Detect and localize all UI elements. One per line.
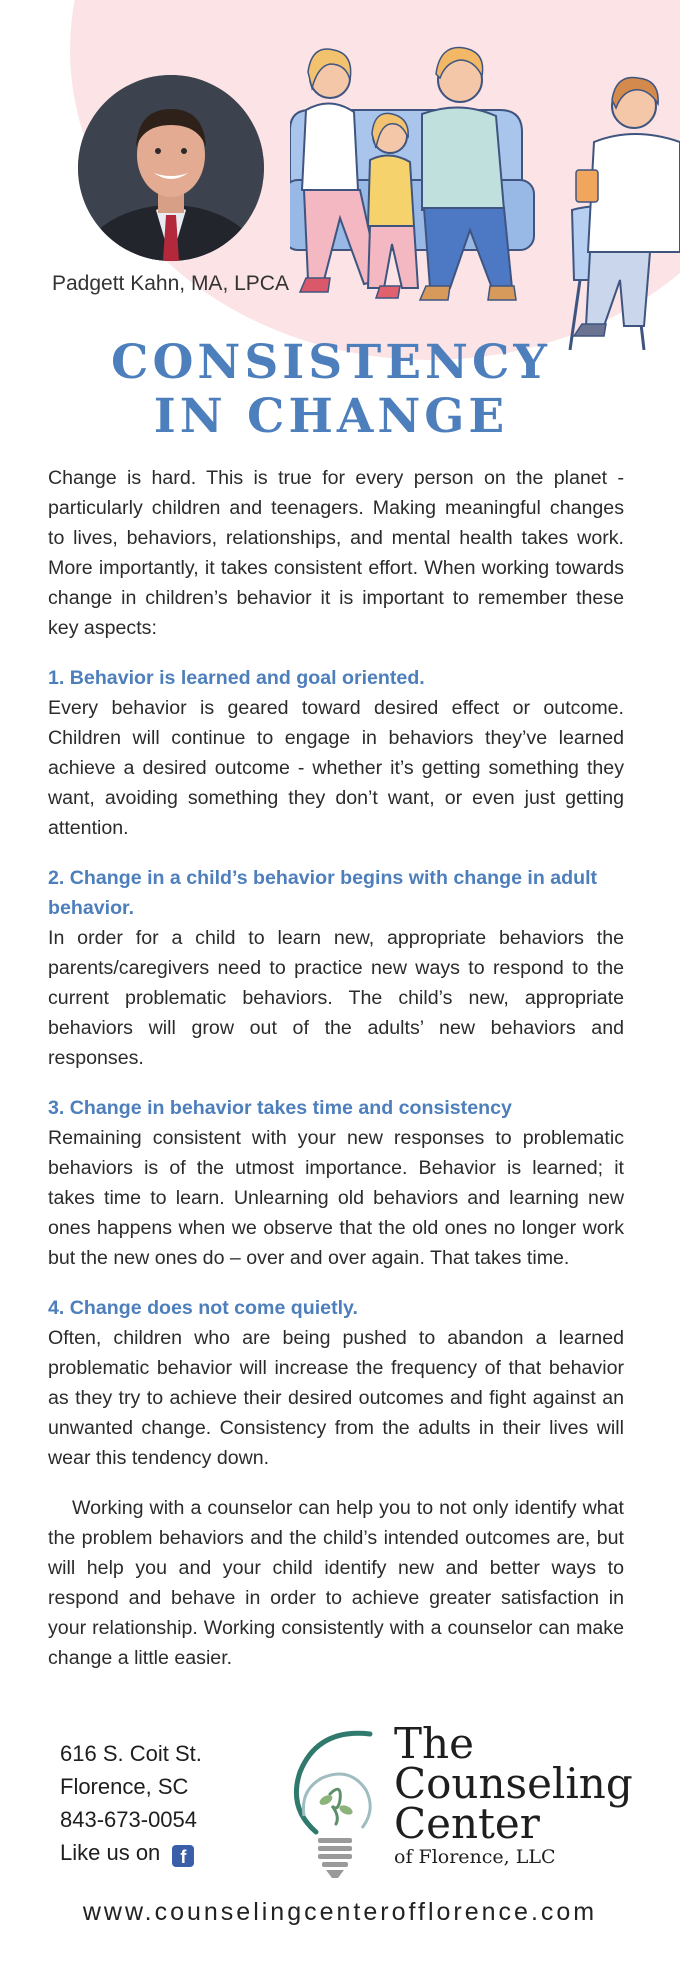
logo-line-3: Center xyxy=(394,1799,540,1848)
phone-number: 843-673-0054 xyxy=(60,1807,198,1832)
section-2-body: In order for a child to learn new, appropriate behaviors the parents/caregivers need to practice new ways to respond to the current problematic behaviors. The child’s new, appropriate behaviors will grow out of the adults’ new behaviors and responses. xyxy=(48,927,624,1069)
author-name: Padgett Kahn, MA, LPCA xyxy=(52,272,289,295)
address-line-2: Florence, SC xyxy=(60,1774,189,1799)
author-photo xyxy=(78,75,264,261)
logo-line-2: Counseling xyxy=(394,1759,633,1808)
intro-paragraph: Change is hard. This is true for every person on the planet - particularly children and teenagers. Making meaningful changes to lives, behaviors, relationships, and mental health takes work. More importantly, it takes consistent effort. When working towards change in children’s behavior it is important to remember these key aspects: xyxy=(48,467,624,639)
article-body xyxy=(48,463,624,1673)
section-4-body: Often, children who are being pushed to abandon a learned problematic behavior will increase the frequency of that behavior as they try to achieve their desired outcomes and fight against an unwanted change. Consistency from the adults in their lives will wear this tendency down. xyxy=(48,1327,624,1469)
closing-paragraph: Working with a counselor can help you to not only identify what the problem behaviors and the child’s intended outcomes are, but will help you and your child identify new and better ways to respond and behave in order to achieve greater satisfaction in your relationship. Working consistently with a counselor can make change a little easier. xyxy=(48,1497,624,1669)
section-4-heading: 4. Change does not come quietly. xyxy=(48,1297,358,1319)
address-line-1: 616 S. Coit St. xyxy=(60,1741,202,1766)
section-3-heading: 3. Change in behavior takes time and consistency xyxy=(48,1097,512,1119)
section-2-heading: 2. Change in a child’s behavior begins with change in adult behavior. xyxy=(48,867,598,919)
logo-line-4: of Florence, LLC xyxy=(394,1846,556,1868)
section-1-heading: 1. Behavior is learned and goal oriented. xyxy=(48,667,425,689)
like-us-line xyxy=(60,1836,202,1869)
section-3-body: Remaining consistent with your new responses to problematic behaviors is of the utmost importance. Behavior is learned; it takes time to learn. Unlearning old behaviors and learning new ones happens when we observe that the old ones no longer work but the new ones do – over and over again. That takes time. xyxy=(48,1127,624,1269)
lightbulb-logo-icon xyxy=(278,1720,398,1880)
headline-line-1: CONSISTENCY xyxy=(111,335,551,390)
organization-logo xyxy=(394,1719,633,1870)
facebook-icon[interactable]: f xyxy=(172,1845,194,1867)
website-link[interactable]: www.counselingcenterofflorence.com xyxy=(82,1898,598,1926)
logo-line-1: The xyxy=(394,1719,474,1768)
like-us-label: Like us on xyxy=(60,1840,161,1865)
section-1-body: Every behavior is geared toward desired effect or outcome. Children will continue to engage in behaviors they’ve learned achieve a desired outcome - whether it’s getting something they want, avoiding something they don’t want, or even just getting attention. xyxy=(48,697,624,839)
headline-line-2: IN CHANGE xyxy=(153,389,509,444)
contact-block xyxy=(60,1737,202,1869)
